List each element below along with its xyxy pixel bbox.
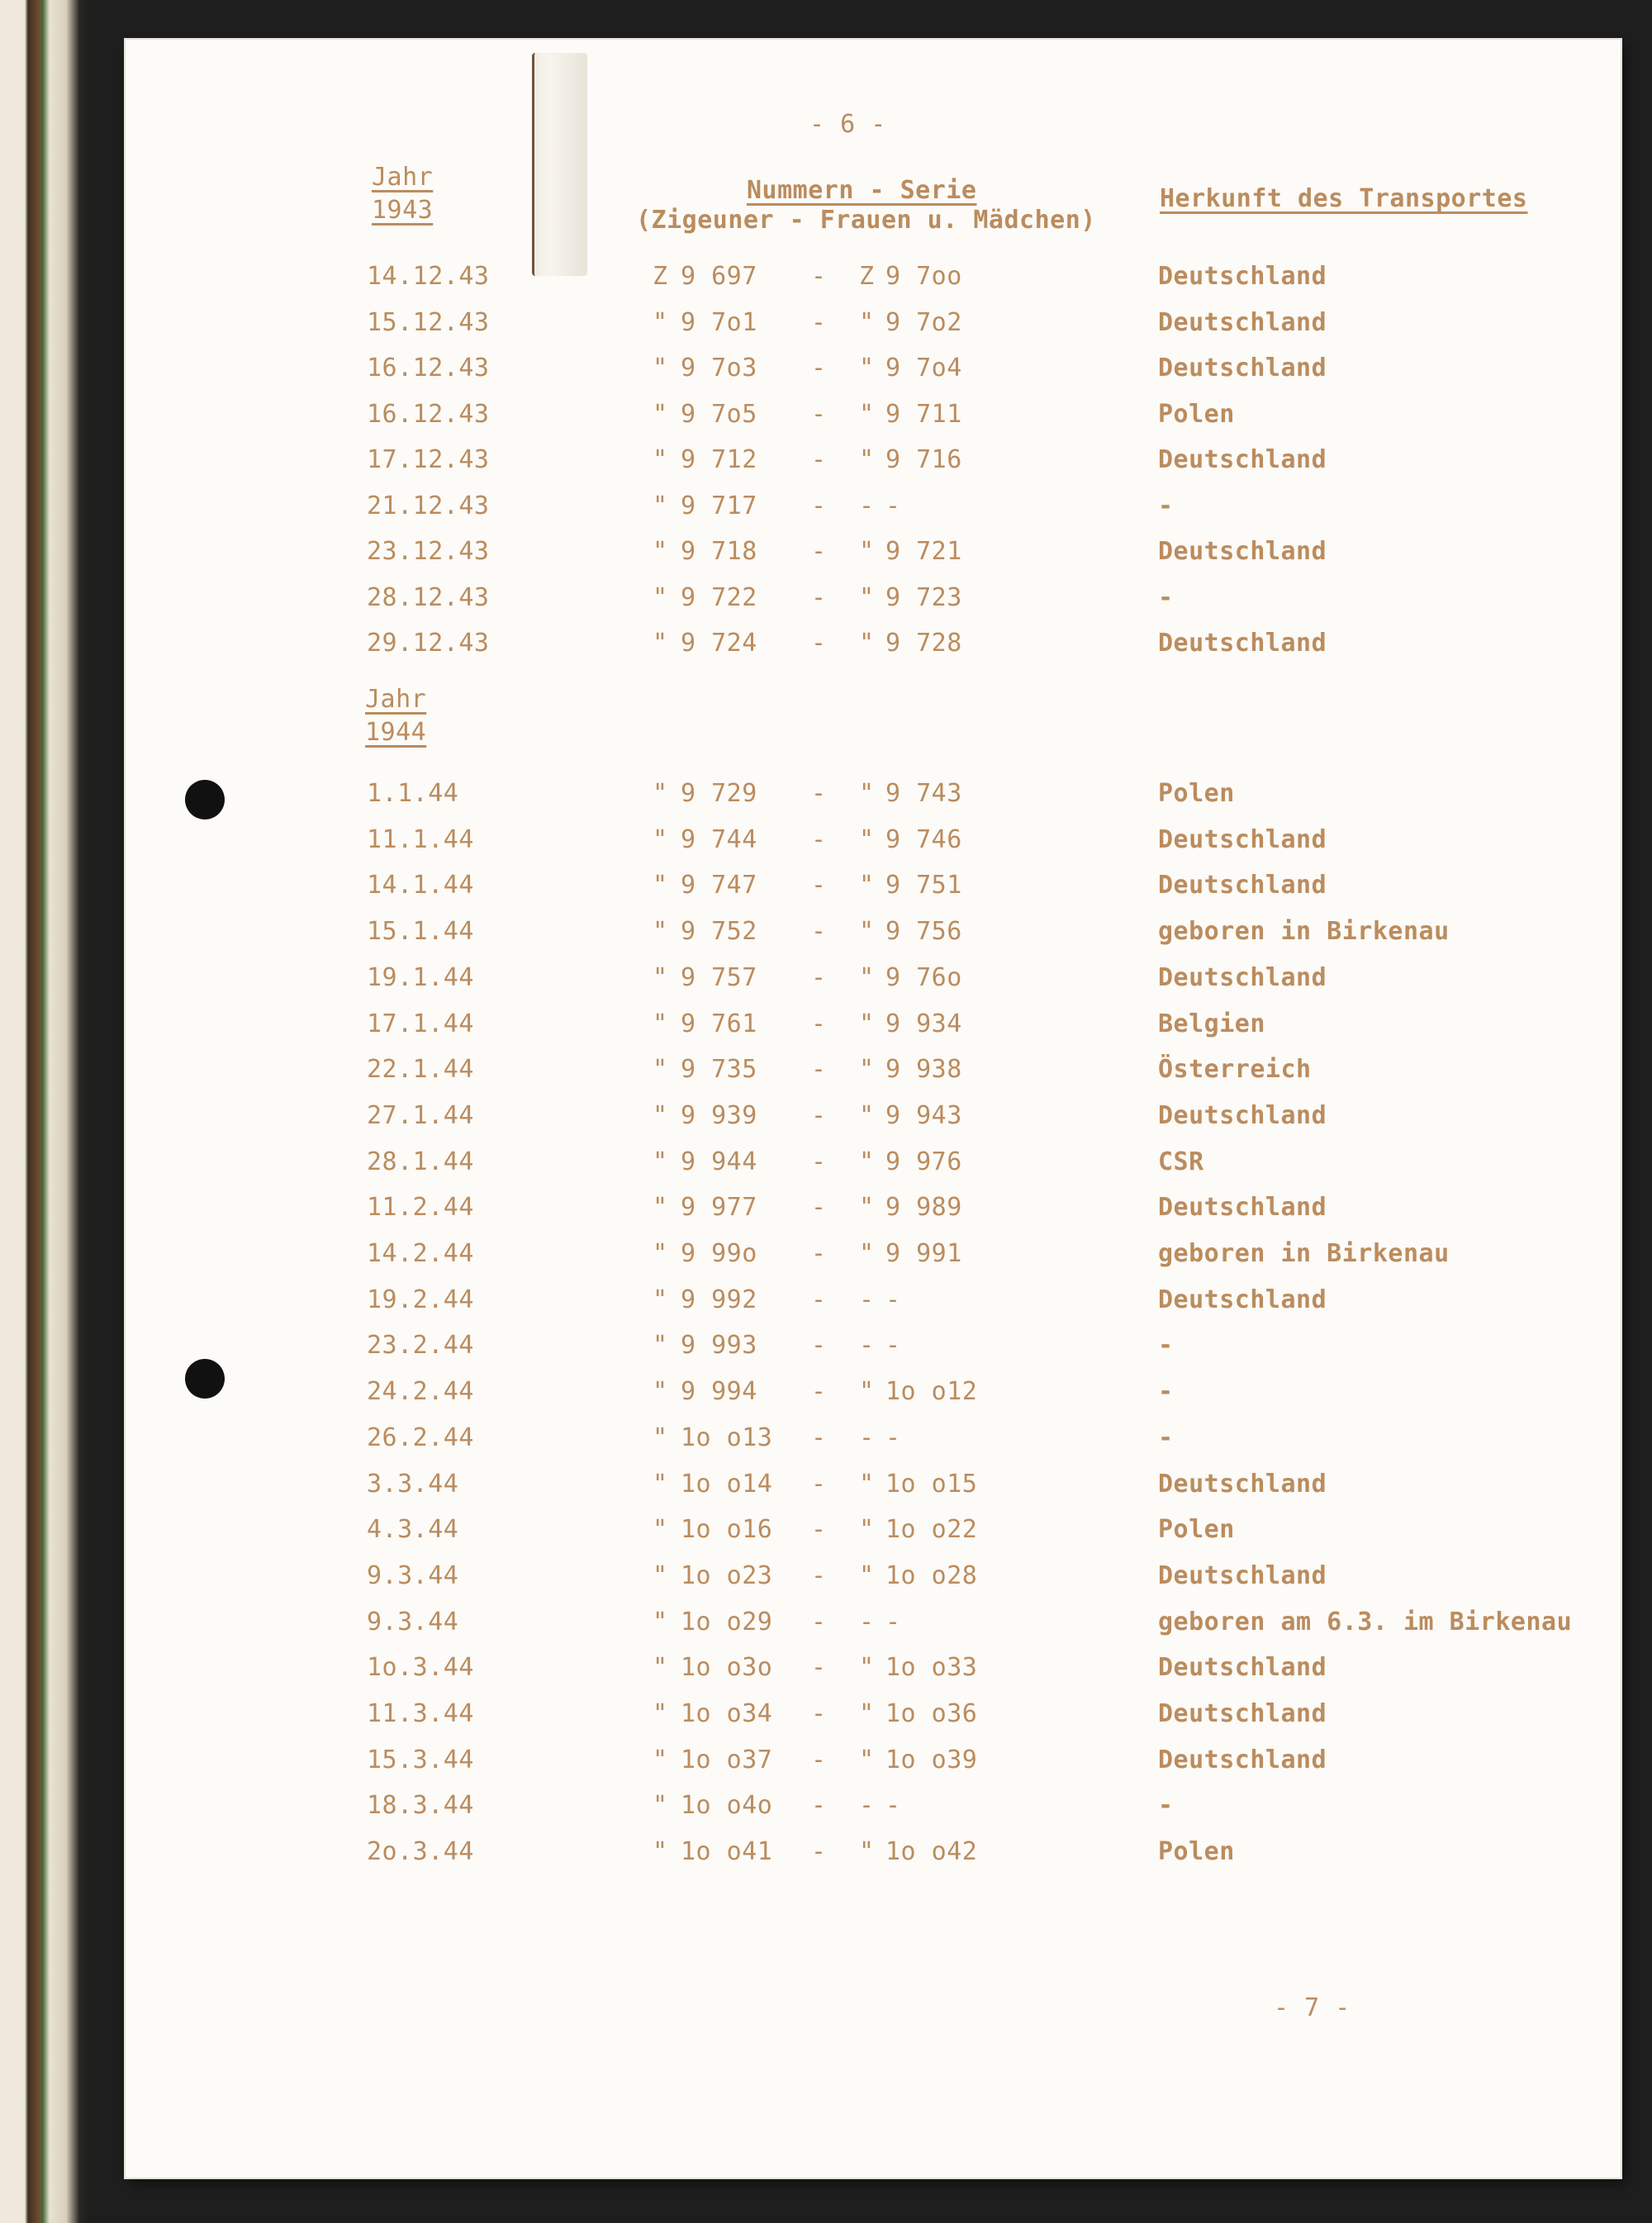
- origin-cell: Österreich: [1158, 1055, 1312, 1085]
- date-cell: 14.12.43: [367, 262, 490, 291]
- from-number-cell: 9 717: [681, 491, 757, 520]
- prefix2-cell: ": [859, 445, 875, 474]
- to-number-cell: 9 989: [885, 1193, 962, 1223]
- prefix-cell: ": [653, 1699, 668, 1728]
- origin-cell: Deutschland: [1158, 962, 1327, 992]
- from-number-cell: 9 992: [681, 1285, 757, 1314]
- dash-cell: -: [811, 1699, 827, 1728]
- date-cell: 23.12.43: [367, 537, 490, 566]
- dash-cell: -: [811, 1745, 827, 1774]
- to-number-cell: 9 7o4: [885, 354, 962, 382]
- to-number-cell: 1o o36: [885, 1699, 978, 1728]
- dash-cell: -: [811, 582, 827, 612]
- origin-cell: Polen: [1158, 1515, 1235, 1545]
- to-number-cell: 9 728: [885, 629, 962, 658]
- from-number-cell: 9 747: [681, 871, 757, 900]
- date-cell: 28.1.44: [367, 1147, 474, 1176]
- dash-cell: -: [811, 962, 827, 992]
- prefix2-cell: ": [859, 779, 875, 808]
- dash-cell: -: [811, 1791, 827, 1821]
- binder-edge: [0, 0, 89, 2223]
- from-number-cell: 1o o3o: [681, 1653, 773, 1683]
- from-number-cell: 9 752: [681, 917, 757, 947]
- to-number-cell: 9 723: [885, 582, 962, 612]
- year-1944: 1944: [365, 718, 427, 747]
- prefix2-cell: ": [859, 1147, 875, 1176]
- from-number-cell: 1o o37: [681, 1745, 773, 1774]
- prefix2-cell: ": [859, 1377, 875, 1407]
- prefix-cell: ": [653, 537, 668, 566]
- prefix-cell: ": [653, 962, 668, 992]
- date-cell: 26.2.44: [367, 1423, 474, 1452]
- prefix2-cell: ": [859, 1055, 875, 1085]
- to-number-cell: 9 991: [885, 1239, 962, 1268]
- prefix2-cell: -: [859, 1607, 875, 1636]
- dash-cell: -: [811, 537, 827, 566]
- dash-cell: -: [811, 1055, 827, 1085]
- date-cell: 15.12.43: [367, 307, 490, 337]
- to-number-cell: 9 721: [885, 537, 962, 566]
- to-number-cell: 1o o28: [885, 1560, 978, 1590]
- origin-cell: -: [1158, 582, 1174, 612]
- prefix-cell: ": [653, 824, 668, 854]
- origin-cell: -: [1158, 1791, 1174, 1821]
- from-number-cell: 9 7o1: [681, 307, 757, 337]
- from-number-cell: 1o o29: [681, 1607, 773, 1636]
- from-number-cell: 9 939: [681, 1100, 757, 1130]
- date-cell: 16.12.43: [367, 354, 490, 382]
- dash-cell: -: [811, 779, 827, 808]
- origin-cell: Deutschland: [1158, 824, 1327, 854]
- page-number-top: - 6 -: [809, 110, 886, 139]
- to-number-cell: 9 938: [885, 1055, 962, 1085]
- dash-cell: -: [811, 1653, 827, 1683]
- prefix2-cell: ": [859, 1009, 875, 1038]
- prefix2-cell: ": [859, 962, 875, 992]
- prefix-cell: ": [653, 629, 668, 658]
- origin-cell: Deutschland: [1158, 1285, 1327, 1314]
- prefix2-cell: ": [859, 1699, 875, 1728]
- date-cell: 21.12.43: [367, 491, 490, 520]
- date-cell: 16.12.43: [367, 399, 490, 429]
- date-cell: 11.3.44: [367, 1699, 474, 1728]
- origin-cell: Deutschland: [1158, 1100, 1327, 1130]
- origin-cell: Deutschland: [1158, 445, 1327, 474]
- origin-cell: Deutschland: [1158, 1469, 1327, 1499]
- origin-cell: Polen: [1158, 399, 1235, 429]
- date-cell: 1o.3.44: [367, 1653, 474, 1683]
- to-number-cell: 9 76o: [885, 962, 962, 992]
- to-number-cell: 9 756: [885, 917, 962, 947]
- prefix-cell: ": [653, 1009, 668, 1038]
- dash-cell: -: [811, 629, 827, 658]
- to-number-cell: 9 716: [885, 445, 962, 474]
- to-number-cell: 9 943: [885, 1100, 962, 1130]
- prefix-cell: ": [653, 1285, 668, 1314]
- prefix-cell: ": [653, 1791, 668, 1821]
- dash-cell: -: [811, 354, 827, 382]
- origin-cell: Deutschland: [1158, 1745, 1327, 1774]
- prefix-cell: ": [653, 1837, 668, 1867]
- number-series-subheader: (Zigeuner - Frauen u. Mädchen): [636, 206, 1096, 235]
- dash-cell: -: [811, 1239, 827, 1268]
- to-number-cell: 1o o33: [885, 1653, 978, 1683]
- dash-cell: -: [811, 491, 827, 520]
- prefix-cell: ": [653, 491, 668, 520]
- prefix-cell: ": [653, 354, 668, 382]
- to-number-cell: 9 746: [885, 824, 962, 854]
- dash-cell: -: [811, 1469, 827, 1499]
- to-number-cell: -: [885, 1791, 901, 1821]
- dash-cell: -: [811, 262, 827, 291]
- to-number-cell: 9 711: [885, 399, 962, 429]
- to-number-cell: 9 751: [885, 871, 962, 900]
- year-label-1944: Jahr: [365, 685, 427, 714]
- to-number-cell: -: [885, 1285, 901, 1314]
- from-number-cell: 9 977: [681, 1193, 757, 1223]
- prefix-cell: ": [653, 1239, 668, 1268]
- dash-cell: -: [811, 445, 827, 474]
- origin-cell: geboren in Birkenau: [1158, 1239, 1450, 1268]
- to-number-cell: -: [885, 1423, 901, 1452]
- date-cell: 4.3.44: [367, 1515, 459, 1545]
- to-number-cell: 1o o12: [885, 1377, 978, 1407]
- prefix2-cell: Z: [859, 262, 875, 291]
- date-cell: 14.1.44: [367, 871, 474, 900]
- prefix2-cell: -: [859, 1331, 875, 1361]
- from-number-cell: 9 724: [681, 629, 757, 658]
- prefix-cell: ": [653, 399, 668, 429]
- dash-cell: -: [811, 1009, 827, 1038]
- prefix2-cell: -: [859, 491, 875, 520]
- date-cell: 1.1.44: [367, 779, 459, 808]
- origin-cell: Deutschland: [1158, 262, 1327, 291]
- to-number-cell: 1o o39: [885, 1745, 978, 1774]
- prefix2-cell: ": [859, 1239, 875, 1268]
- dash-cell: -: [811, 1377, 827, 1407]
- prefix2-cell: ": [859, 1515, 875, 1545]
- prefix-cell: ": [653, 779, 668, 808]
- origin-cell: Polen: [1158, 1837, 1235, 1867]
- origin-cell: -: [1158, 1377, 1174, 1407]
- prefix2-cell: ": [859, 629, 875, 658]
- date-cell: 9.3.44: [367, 1560, 459, 1590]
- prefix2-cell: -: [859, 1285, 875, 1314]
- to-number-cell: -: [885, 491, 901, 520]
- prefix2-cell: ": [859, 582, 875, 612]
- dash-cell: -: [811, 1515, 827, 1545]
- from-number-cell: 9 993: [681, 1331, 757, 1361]
- dash-cell: -: [811, 1100, 827, 1130]
- to-number-cell: -: [885, 1607, 901, 1636]
- origin-header: Herkunft des Transportes: [1160, 184, 1528, 213]
- dash-cell: -: [811, 1193, 827, 1223]
- from-number-cell: 9 994: [681, 1377, 757, 1407]
- prefix2-cell: ": [859, 1193, 875, 1223]
- dash-cell: -: [811, 824, 827, 854]
- date-cell: 15.1.44: [367, 917, 474, 947]
- prefix2-cell: -: [859, 1423, 875, 1452]
- prefix2-cell: ": [859, 1469, 875, 1499]
- origin-cell: Deutschland: [1158, 1560, 1327, 1590]
- dash-cell: -: [811, 1837, 827, 1867]
- origin-cell: CSR: [1158, 1147, 1204, 1176]
- origin-cell: geboren in Birkenau: [1158, 917, 1450, 947]
- to-number-cell: 9 7o2: [885, 307, 962, 337]
- dash-cell: -: [811, 1285, 827, 1314]
- dash-cell: -: [811, 1560, 827, 1590]
- punch-hole-top: [185, 780, 225, 819]
- punch-hole-bottom: [185, 1359, 225, 1399]
- origin-cell: Deutschland: [1158, 1699, 1327, 1728]
- prefix-cell: ": [653, 1147, 668, 1176]
- prefix-cell: ": [653, 1745, 668, 1774]
- prefix2-cell: ": [859, 917, 875, 947]
- from-number-cell: 9 718: [681, 537, 757, 566]
- from-number-cell: 9 7o3: [681, 354, 757, 382]
- date-cell: 18.3.44: [367, 1791, 474, 1821]
- from-number-cell: 9 761: [681, 1009, 757, 1038]
- origin-cell: Deutschland: [1158, 871, 1327, 900]
- prefix-cell: ": [653, 1100, 668, 1130]
- prefix-cell: ": [653, 871, 668, 900]
- prefix-cell: ": [653, 1331, 668, 1361]
- paper-clip: [532, 53, 587, 276]
- date-cell: 22.1.44: [367, 1055, 474, 1085]
- from-number-cell: 9 744: [681, 824, 757, 854]
- year-1943: 1943: [372, 196, 434, 225]
- from-number-cell: 9 735: [681, 1055, 757, 1085]
- prefix2-cell: ": [859, 354, 875, 382]
- origin-cell: -: [1158, 491, 1174, 520]
- from-number-cell: 9 99o: [681, 1239, 757, 1268]
- page-number-bottom: - 7 -: [1274, 1993, 1351, 2022]
- prefix-cell: ": [653, 307, 668, 337]
- prefix-cell: ": [653, 1423, 668, 1452]
- origin-cell: Deutschland: [1158, 1193, 1327, 1223]
- date-cell: 14.2.44: [367, 1239, 474, 1268]
- to-number-cell: 1o o15: [885, 1469, 978, 1499]
- dash-cell: -: [811, 1423, 827, 1452]
- prefix2-cell: ": [859, 399, 875, 429]
- to-number-cell: 1o o22: [885, 1515, 978, 1545]
- prefix2-cell: -: [859, 1791, 875, 1821]
- origin-cell: -: [1158, 1423, 1174, 1452]
- date-cell: 11.2.44: [367, 1193, 474, 1223]
- prefix2-cell: ": [859, 871, 875, 900]
- dash-cell: -: [811, 1331, 827, 1361]
- prefix-cell: ": [653, 1560, 668, 1590]
- prefix-cell: ": [653, 445, 668, 474]
- prefix2-cell: ": [859, 1560, 875, 1590]
- from-number-cell: 1o o14: [681, 1469, 773, 1499]
- to-number-cell: 1o o42: [885, 1837, 978, 1867]
- dash-cell: -: [811, 399, 827, 429]
- origin-cell: geboren am 6.3. im Birkenau: [1158, 1607, 1573, 1636]
- to-number-cell: 9 976: [885, 1147, 962, 1176]
- prefix-cell: ": [653, 1515, 668, 1545]
- dash-cell: -: [811, 307, 827, 337]
- from-number-cell: 9 757: [681, 962, 757, 992]
- prefix2-cell: ": [859, 307, 875, 337]
- from-number-cell: 1o o4o: [681, 1791, 773, 1821]
- date-cell: 9.3.44: [367, 1607, 459, 1636]
- prefix-cell: ": [653, 917, 668, 947]
- date-cell: 29.12.43: [367, 629, 490, 658]
- date-cell: 23.2.44: [367, 1331, 474, 1361]
- prefix-cell: ": [653, 1193, 668, 1223]
- origin-cell: Deutschland: [1158, 537, 1327, 566]
- from-number-cell: 9 722: [681, 582, 757, 612]
- prefix2-cell: ": [859, 537, 875, 566]
- dash-cell: -: [811, 1607, 827, 1636]
- from-number-cell: 9 7o5: [681, 399, 757, 429]
- prefix2-cell: ": [859, 1745, 875, 1774]
- from-number-cell: 9 697: [681, 262, 757, 291]
- date-cell: 15.3.44: [367, 1745, 474, 1774]
- date-cell: 19.2.44: [367, 1285, 474, 1314]
- prefix2-cell: ": [859, 824, 875, 854]
- prefix2-cell: ": [859, 1653, 875, 1683]
- origin-cell: Deutschland: [1158, 1653, 1327, 1683]
- prefix2-cell: ": [859, 1100, 875, 1130]
- prefix-cell: ": [653, 1653, 668, 1683]
- date-cell: 27.1.44: [367, 1100, 474, 1130]
- to-number-cell: 9 7oo: [885, 262, 962, 291]
- prefix-cell: ": [653, 1055, 668, 1085]
- date-cell: 28.12.43: [367, 582, 490, 612]
- from-number-cell: 1o o13: [681, 1423, 773, 1452]
- origin-cell: Belgien: [1158, 1009, 1265, 1038]
- to-number-cell: 9 743: [885, 779, 962, 808]
- origin-cell: -: [1158, 1331, 1174, 1361]
- date-cell: 19.1.44: [367, 962, 474, 992]
- document-page: [126, 40, 1621, 2178]
- origin-cell: Deutschland: [1158, 354, 1327, 382]
- date-cell: 24.2.44: [367, 1377, 474, 1407]
- from-number-cell: 9 729: [681, 779, 757, 808]
- from-number-cell: 1o o16: [681, 1515, 773, 1545]
- dash-cell: -: [811, 917, 827, 947]
- prefix-cell: ": [653, 582, 668, 612]
- origin-cell: Deutschland: [1158, 307, 1327, 337]
- prefix2-cell: ": [859, 1837, 875, 1867]
- prefix-cell: ": [653, 1469, 668, 1499]
- to-number-cell: -: [885, 1331, 901, 1361]
- number-series-header: Nummern - Serie: [747, 176, 977, 205]
- from-number-cell: 1o o23: [681, 1560, 773, 1590]
- dash-cell: -: [811, 1147, 827, 1176]
- from-number-cell: 9 944: [681, 1147, 757, 1176]
- from-number-cell: 1o o34: [681, 1699, 773, 1728]
- date-cell: 17.12.43: [367, 445, 490, 474]
- to-number-cell: 9 934: [885, 1009, 962, 1038]
- dash-cell: -: [811, 871, 827, 900]
- from-number-cell: 1o o41: [681, 1837, 773, 1867]
- origin-cell: Polen: [1158, 779, 1235, 808]
- date-cell: 17.1.44: [367, 1009, 474, 1038]
- origin-cell: Deutschland: [1158, 629, 1327, 658]
- from-number-cell: 9 712: [681, 445, 757, 474]
- date-cell: 11.1.44: [367, 824, 474, 854]
- prefix-cell: Z: [653, 262, 668, 291]
- date-cell: 2o.3.44: [367, 1837, 474, 1867]
- date-cell: 3.3.44: [367, 1469, 459, 1499]
- prefix-cell: ": [653, 1607, 668, 1636]
- year-label-1943: Jahr: [372, 163, 434, 192]
- prefix-cell: ": [653, 1377, 668, 1407]
